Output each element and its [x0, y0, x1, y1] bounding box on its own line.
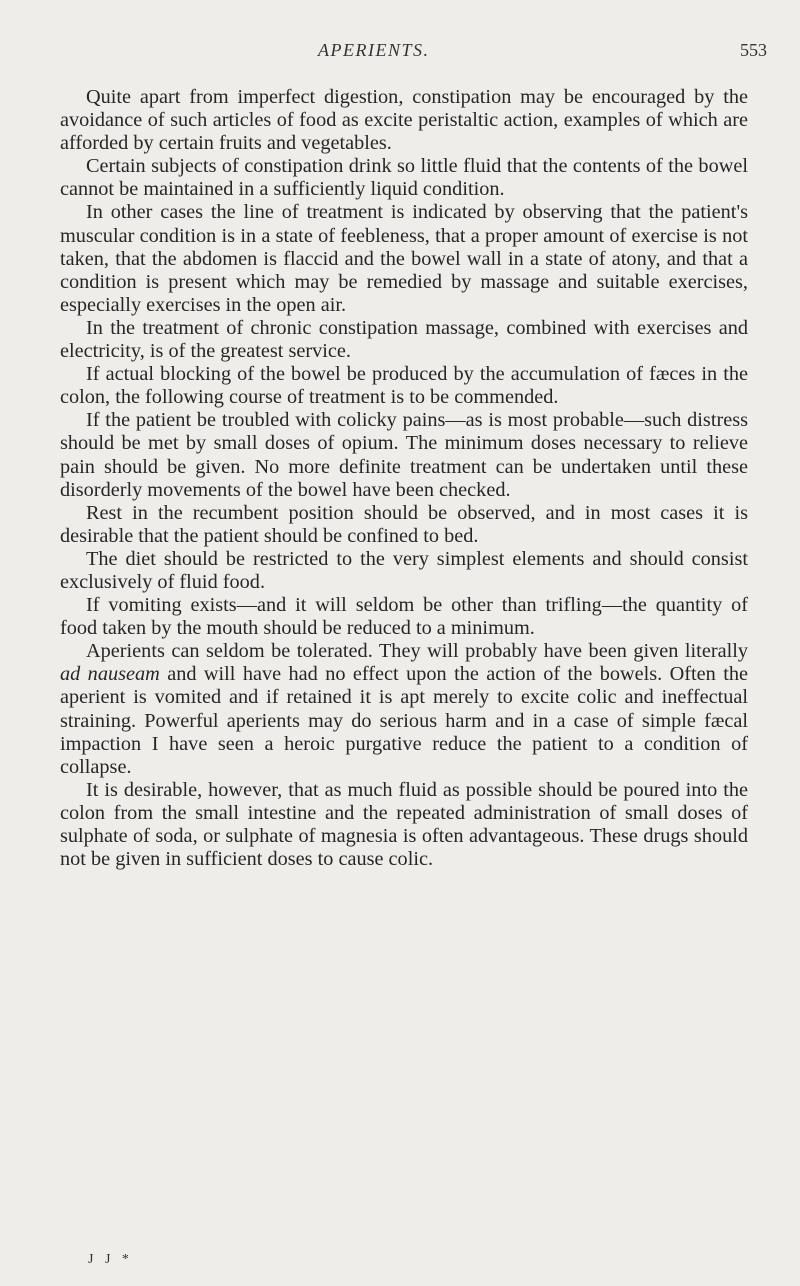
paragraph: If the patient be troubled with colicky pains—as is most probable—such distress should be met by small doses of opium. The minimum doses necessary to relieve pain should be given. No more definite treatment can be undertaken until these disorderly movements of the bowel have been checked. — [60, 409, 748, 501]
body-text — [60, 86, 748, 871]
paragraph: If vomiting exists—and it will seldom be other than trifling—the quantity of food taken by the mouth should be reduced to a minimum. — [60, 594, 748, 640]
italic-latin-phrase: ad nauseam — [60, 663, 160, 686]
paragraph: In the treatment of chronic constipation massage, combined with exercises and electricity, is of the greatest service. — [60, 316, 748, 363]
paragraph: It is desirable, however, that as much fluid as possible should be poured into the colon from the small intestine and the repeated administration of small doses of sulphate of soda, or sulphate of magnesia is often advantageous. These drugs should not be given in sufficient doses to cause colic. — [60, 778, 748, 871]
paragraph: Quite apart from imperfect digestion, constipation may be encouraged by the avoidance of such articles of food as excite peristaltic action, examples of which are afforded by certain fruits and vegetables. — [60, 86, 748, 155]
paragraph: If actual blocking of the bowel be produced by the accumulation of fæces in the colon, the following course of treatment is to be commended. — [60, 363, 748, 409]
text-run: Aperients can seldom be tolerated. They will probably have been given literally — [86, 640, 748, 663]
signature-mark: J J * — [88, 1252, 133, 1267]
page-number: 553 — [740, 40, 767, 60]
paragraph: Rest in the recumbent position should be observed, and in most cases it is desirable that the patient should be confined to bed. — [60, 501, 748, 547]
text-run: and will have had no effect upon the action of the bowels. Often the aperient is vomited and if retained it is apt merely to excite colic and ineffectual straining. Powerful aperients may do serious harm and in a case of simple fæcal impaction I have seen a heroic purgative reduce the patient to a condition of collapse. — [60, 663, 748, 778]
running-title: APERIENTS. — [318, 40, 430, 60]
running-head — [0, 40, 800, 66]
paragraph-aperients — [60, 640, 748, 779]
paragraph: Certain subjects of constipation drink so little fluid that the contents of the bowel cannot be maintained in a sufficiently liquid condition. — [60, 155, 748, 201]
paragraph: The diet should be restricted to the very simplest elements and should consist exclusively of fluid food. — [60, 547, 748, 593]
paragraph: In other cases the line of treatment is indicated by observing that the patient's muscular condition is in a state of feebleness, that a proper amount of exercise is not taken, that the abdomen is flaccid and the bowel wall in a state of atony, and that a condition is present which may be remedied by massage and suitable exercises, especially exercises in the open air. — [60, 201, 748, 316]
